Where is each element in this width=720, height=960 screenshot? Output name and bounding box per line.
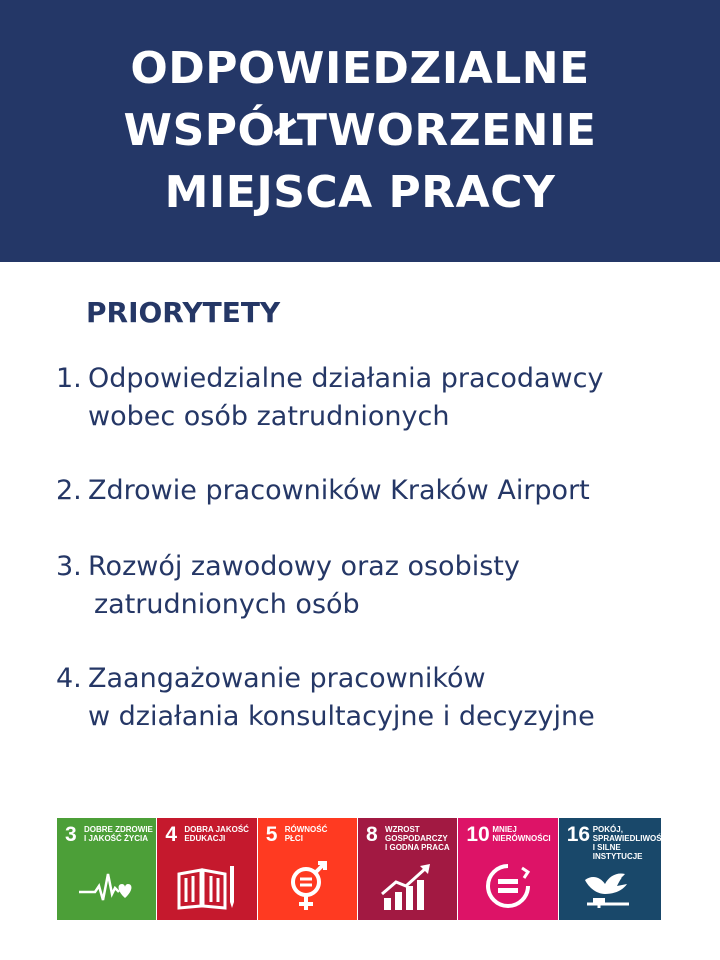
- priority-text-line: Zaangażowanie pracowników: [88, 663, 486, 694]
- priority-number: 3.: [56, 551, 82, 582]
- equals-circle-icon: [478, 860, 538, 912]
- sdg-label-line: POKÓJ,: [592, 825, 623, 834]
- sdg-number: 3: [65, 823, 77, 846]
- sdg-label-line: GOSPODARCZY: [385, 834, 448, 843]
- sdg-label-line: I JAKOŚĆ ŻYCIA: [84, 834, 149, 843]
- sdg-number: 4: [165, 823, 178, 846]
- priority-number: 2.: [56, 475, 82, 506]
- priority-item-3: [56, 548, 520, 624]
- sdg-tile-5: [258, 818, 357, 920]
- sdg-label: [184, 825, 256, 843]
- growth-chart-icon: [378, 860, 438, 912]
- priority-number: 4.: [56, 663, 82, 694]
- sdg-label-line: RÓWNOŚĆ: [284, 825, 328, 834]
- sdg-number: 10: [466, 823, 490, 846]
- sdg-number: 16: [566, 823, 591, 846]
- sdg-number: 5: [265, 823, 278, 846]
- sdg-label-line: NIERÓWNOŚCI: [492, 834, 551, 843]
- header-banner: [0, 0, 720, 262]
- sdg-tile-10: [458, 818, 557, 920]
- sdg-label-line: DOBRA JAKOŚĆ: [184, 825, 249, 834]
- priority-text-line: Zdrowie pracowników Kraków Airport: [88, 475, 590, 506]
- priority-item-4: [56, 660, 595, 736]
- sdg-label: [285, 825, 357, 843]
- sdg-tile-8: [358, 818, 457, 920]
- sdg-label-line: SPRAWIEDLIWOŚĆ: [592, 834, 668, 843]
- sdg-label: [84, 825, 156, 843]
- priority-text-line: w działania konsultacyjne i decyzyjne: [88, 701, 595, 732]
- title-line-1: ODPOWIEDZIALNE: [130, 43, 590, 94]
- priorities-heading: PRIORYTETY: [86, 296, 281, 329]
- sdg-tile-16: [559, 818, 668, 920]
- sdg-label: [385, 825, 457, 852]
- priority-text-line: Rozwój zawodowy oraz osobisty: [88, 551, 520, 582]
- book-pencil-icon: [177, 860, 237, 912]
- priority-item-2: [56, 472, 590, 510]
- sdg-tile-3: [57, 818, 156, 920]
- sdg-label-line: I SILNE INSTYTUCJE: [592, 843, 643, 861]
- sdg-label-line: WZROST: [385, 825, 420, 834]
- priority-number: 1.: [56, 363, 82, 394]
- priority-item-1: [56, 360, 603, 436]
- sdg-label-line: I GODNA PRACA: [385, 843, 450, 852]
- title-line-3: MIEJSCA PRACY: [164, 167, 556, 218]
- sdg-label: [592, 825, 668, 861]
- priority-text-line: zatrudnionych osób: [94, 589, 360, 620]
- sdg-label: [492, 825, 564, 843]
- sdg-number: 8: [366, 823, 378, 846]
- gender-equality-icon: [278, 860, 338, 912]
- dove-gavel-icon: [579, 860, 639, 912]
- priority-text-line: Odpowiedzialne działania pracodawcy: [88, 363, 604, 394]
- sdg-tile-4: [157, 818, 256, 920]
- sdg-label-line: DOBRE ZDROWIE: [84, 825, 153, 834]
- sdg-goals-row: [57, 818, 668, 920]
- priority-text-line: wobec osób zatrudnionych: [88, 401, 450, 432]
- title-line-2: WSPÓŁTWORZENIE: [123, 105, 597, 156]
- sdg-label-line: MNIEJ: [492, 825, 517, 834]
- sdg-label-line: PŁCI: [284, 834, 303, 843]
- heartbeat-icon: [77, 860, 137, 912]
- sdg-label-line: EDUKACJI: [184, 834, 226, 843]
